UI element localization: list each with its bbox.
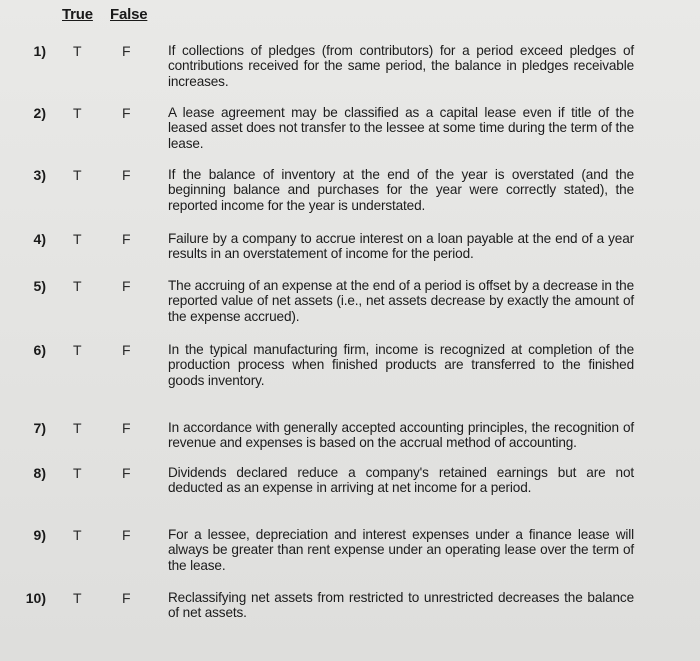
- true-option[interactable]: T: [73, 278, 82, 294]
- true-option[interactable]: T: [73, 420, 82, 436]
- question-number: 4): [33, 231, 46, 247]
- false-option[interactable]: F: [122, 527, 131, 543]
- true-option[interactable]: T: [73, 231, 82, 247]
- question-number: 6): [33, 342, 46, 358]
- false-option[interactable]: F: [122, 43, 131, 59]
- question-text: If the balance of inventory at the end of the year is overstated (and the beginning balance and purchases for the year were correctly stated), the reported income for the year is understated.: [168, 167, 634, 213]
- question-number: 5): [33, 278, 46, 294]
- column-header: [0, 6, 700, 26]
- false-option[interactable]: F: [122, 342, 131, 358]
- false-option[interactable]: F: [122, 278, 131, 294]
- question-text: If collections of pledges (from contributors) for a period exceed pledges of contributions received for the same period, the balance in pledges receivable increases.: [168, 43, 634, 89]
- question-number: 9): [33, 527, 46, 543]
- question-number: 7): [33, 420, 46, 436]
- false-option[interactable]: F: [122, 420, 131, 436]
- false-option[interactable]: F: [122, 465, 131, 481]
- true-option[interactable]: T: [73, 43, 82, 59]
- question-text: Dividends declared reduce a company's retained earnings but are not deducted as an expense in arriving at net income for a period.: [168, 465, 634, 496]
- false-option[interactable]: F: [122, 231, 131, 247]
- true-option[interactable]: T: [73, 105, 82, 121]
- true-option[interactable]: T: [73, 167, 82, 183]
- question-number: 2): [33, 105, 46, 121]
- false-option[interactable]: F: [122, 105, 131, 121]
- false-option[interactable]: F: [122, 590, 131, 606]
- question-text: Failure by a company to accrue interest on a loan payable at the end of a year results in an overstatement of income for the period.: [168, 231, 634, 262]
- true-option[interactable]: T: [73, 527, 82, 543]
- true-column-label: True: [62, 6, 93, 23]
- question-number: 8): [33, 465, 46, 481]
- question-text: A lease agreement may be classified as a capital lease even if title of the leased asset does not transfer to the lessee at some time during the term of the lease.: [168, 105, 634, 151]
- question-number: 10): [25, 590, 46, 606]
- true-option[interactable]: T: [73, 590, 82, 606]
- question-number: 1): [33, 43, 46, 59]
- false-column-label: False: [110, 6, 148, 23]
- true-option[interactable]: T: [73, 465, 82, 481]
- question-text: In accordance with generally accepted accounting principles, the recognition of revenue and expenses is based on the accrual method of accounting.: [168, 420, 634, 451]
- question-text: In the typical manufacturing firm, income is recognized at completion of the production process when finished products are transferred to the finished goods inventory.: [168, 342, 634, 388]
- question-text: The accruing of an expense at the end of a period is offset by a decrease in the reported value of net assets (i.e., net assets decrease by exactly the amount of the expense accrued).: [168, 278, 634, 324]
- question-text: For a lessee, depreciation and interest expenses under a finance lease will always be greater than rent expense under an operating lease over the term of the lease.: [168, 527, 634, 573]
- question-text: Reclassifying net assets from restricted to unrestricted decreases the balance of net assets.: [168, 590, 634, 621]
- false-option[interactable]: F: [122, 167, 131, 183]
- question-number: 3): [33, 167, 46, 183]
- true-option[interactable]: T: [73, 342, 82, 358]
